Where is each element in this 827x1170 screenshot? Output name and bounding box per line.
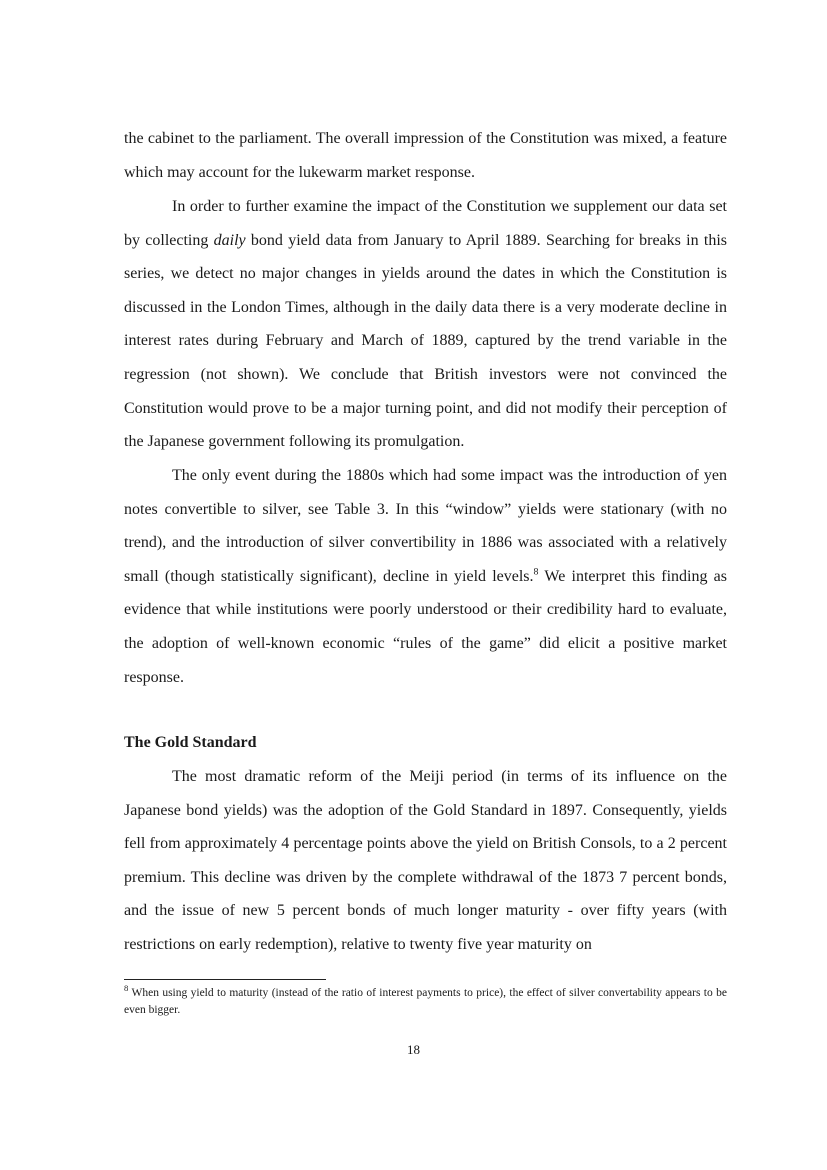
footnote-reference[interactable]: 8 [533,566,539,578]
paragraph-2 [124,190,727,459]
paragraph-3 [124,459,727,694]
paragraph-1 [124,122,727,189]
paragraph-2-text-a: In order to further examine the impact of the Constitution we supplement our data set by collecting [124,198,727,249]
footnote-marker: 8 [124,983,129,994]
footnote-text: When using yield to maturity (instead of the ratio of interest payments to price), the effect of silver convertability appears to be even bigger. [124,987,727,1016]
footnote [124,985,727,1019]
paragraph-1-text: the cabinet to the parliament. The overall impression of the Constitution was mixed, a feature which may account for the lukewarm market response. [124,130,727,181]
paragraph-4 [124,760,727,962]
paragraph-2-text-b: bond yield data from January to April 1889. Searching for breaks in this series, we detect no major changes in yields around the dates in which the Constitution is discussed in the London Times, although in the daily data there is a very moderate decline in interest rates during February and March of 1889, captured by the trend variable in the regression (not shown). We conclude that British investors were not convinced the Constitution would prove to be a major turning point, and did not modify their perception of the Japanese government following its promulgation. [124,231,727,451]
page-number: 18 [407,1042,420,1057]
section-heading: The Gold Standard [124,734,257,751]
footnote-divider [124,979,326,980]
paragraph-4-text: The most dramatic reform of the Meiji period (in terms of its influence on the Japanese bond yields) was the adoption of the Gold Standard in 1897. Consequently, yields fell from approximately 4 percentage points above the yield on British Consols, to a 2 percent premium. This decline was driven by the complete withdrawal of the 1873 7 percent bonds, and the issue of new 5 percent bonds of much longer maturity - over fifty years (with restrictions on early redemption), relative to twenty five year maturity on [124,768,727,953]
paragraph-3-text-b: We interpret this finding as evidence that while institutions were poorly understood or their credibility hard to evaluate, the adoption of well-known economic “rules of the game” did elicit a positive market response. [124,567,727,686]
paragraph-2-italic-word: daily [213,231,246,249]
paragraph-3-text-a: The only event during the 1880s which had some impact was the introduction of yen notes convertible to silver, see Table 3. In this “window” yields were stationary (with no trend), and the introduction of silver convertibility in 1886 was associated with a relatively small (though statistically significant), decline in yield levels. [124,467,727,585]
